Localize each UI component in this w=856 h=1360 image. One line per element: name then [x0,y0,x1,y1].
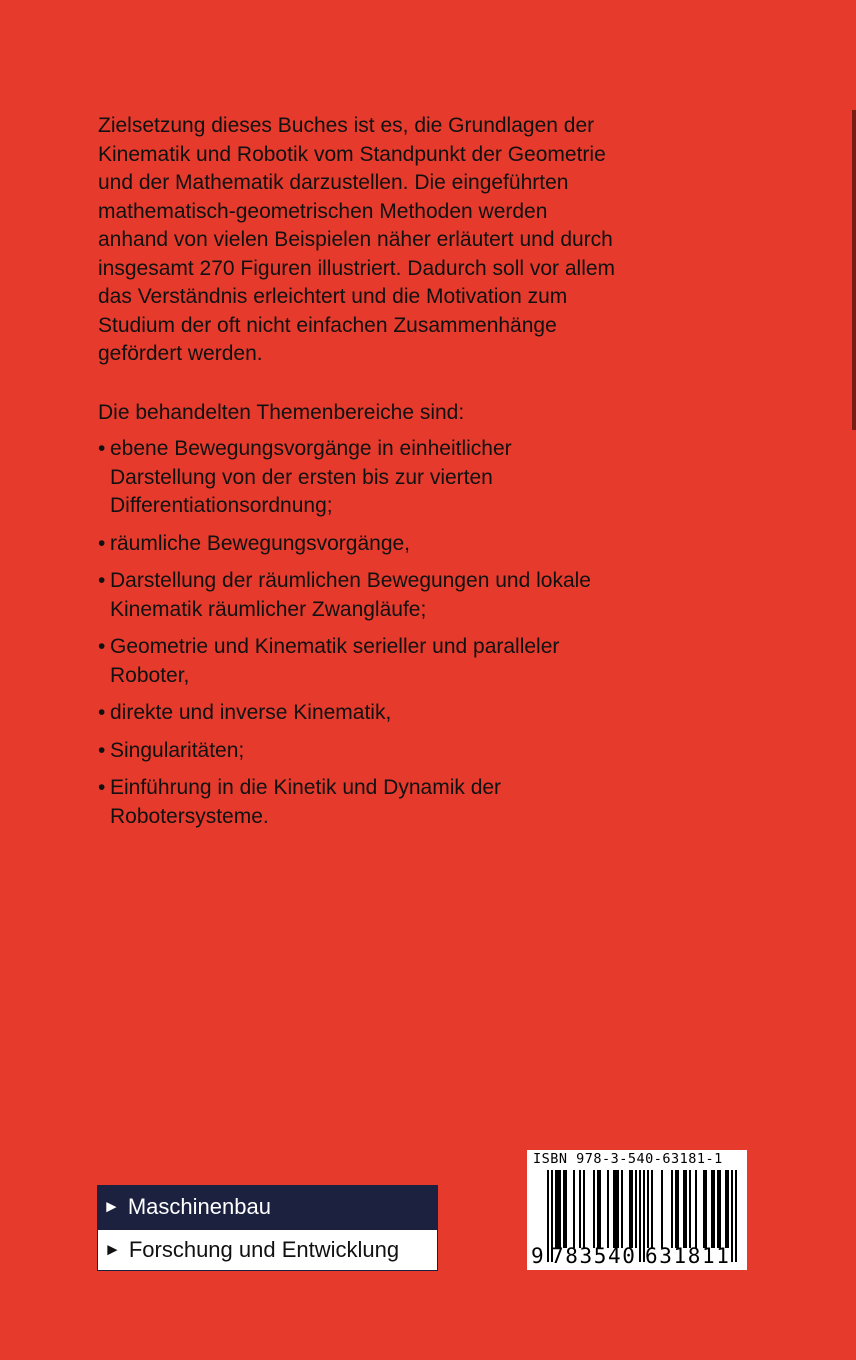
bullet-icon: • [98,569,106,592]
barcode-bar [647,1170,649,1248]
barcode-bar [703,1170,705,1248]
barcode-bar [557,1170,559,1248]
barcode-bar [661,1170,663,1248]
barcode-bar [735,1170,737,1262]
series-primary-label: Maschinenbau [127,1194,271,1219]
barcode-bar [565,1170,567,1248]
barcode-bar [579,1170,581,1248]
barcode-bar [599,1170,601,1248]
topic-item [98,530,618,559]
ean-first-digit: 9 [531,1244,544,1268]
barcode-bar [675,1170,677,1248]
topic-text: direkte und inverse Kinematik, [110,701,392,724]
barcode-bar [677,1170,679,1248]
barcode-bar [613,1170,615,1248]
barcode-bar [617,1170,619,1248]
topic-item [98,699,618,728]
series-secondary-label: Forschung und Entwicklung [128,1237,400,1262]
play-arrow-icon: ► [103,1197,120,1216]
barcode-bar [671,1170,673,1248]
barcode-bar [713,1170,715,1248]
bullet-icon: • [98,635,106,658]
barcode-bar [559,1170,561,1248]
barcode-bar [597,1170,599,1248]
barcode-bar [651,1170,653,1248]
barcode-bar [725,1170,727,1248]
barcode-bar [711,1170,713,1248]
topic-item [98,774,618,831]
topic-text: Geometrie und Kinematik serieller und paralleler Roboter, [110,635,560,687]
barcode-bar [631,1170,633,1248]
barcode-bar [593,1170,595,1248]
topics-heading: Die behandelten Themenbereiche sind: [98,400,465,424]
barcode-bar [727,1170,729,1248]
barcode-bar [635,1170,637,1248]
topic-text: ebene Bewegungsvorgänge in einheitlicher Darstellung von der ersten bis zur vierten Differentiationsordnung; [110,437,512,517]
bullet-icon: • [98,701,106,724]
topic-item [98,435,618,521]
barcode-bar [555,1170,557,1248]
barcode-bar [563,1170,565,1248]
series-secondary [97,1229,438,1271]
topic-text: Einführung in die Kinetik und Dynamik der Robotersysteme. [110,776,502,828]
description-paragraph: Zielsetzung dieses Buches ist es, die Grundlagen der Kinematik und Robotik vom Standpunkt der Geometrie und der Mathematik darzustellen. Die eingeführten mathematisch-geometrischen Methoden werden anhand von vielen Beispielen näher erläutert und durch insgesamt 270 Figuren illustriert. Dadurch soll vor allem das Verständnis erleichtert und die Motivation zum Studium der oft nicht einfachen Zusammenhänge gefördert werden. [98,114,616,365]
barcode-bar [683,1170,685,1248]
bullet-icon: • [98,531,106,555]
topics-list [98,435,618,831]
barcode-bar [547,1170,549,1262]
barcode-bar [607,1170,609,1248]
topic-item [98,737,618,766]
barcode-bar [583,1170,585,1248]
series-labels [97,1185,438,1271]
barcode-bar [717,1170,719,1248]
barcode-bar [621,1170,623,1248]
barcode-bar [719,1170,721,1248]
ean-left-group: 783540 [551,1244,637,1268]
ean-right-group: 631811 [645,1244,731,1268]
barcode-bar [689,1170,691,1248]
edge-shadow [852,110,856,430]
play-arrow-icon: ► [104,1240,121,1259]
bullet-icon: • [98,776,106,799]
back-cover-text [98,112,618,840]
barcode-bar [685,1170,687,1248]
topic-text: Darstellung der räumlichen Bewegungen und lokale Kinematik räumlicher Zwangläufe; [110,569,591,621]
topic-text: Singularitäten; [110,738,245,762]
bullet-icon: • [98,738,106,762]
barcode-bar [705,1170,707,1248]
topic-text: räumliche Bewegungsvorgänge, [110,531,411,555]
barcode-bar [615,1170,617,1248]
bullet-icon: • [98,437,106,460]
isbn-label: ISBN 978-3-540-63181-1 [533,1151,723,1167]
barcode-bar [695,1170,697,1248]
series-primary [97,1185,438,1229]
barcode-bar [639,1170,641,1262]
barcode-bar [573,1170,575,1248]
barcode-bar [629,1170,631,1248]
isbn-barcode [527,1150,747,1270]
topic-item [98,567,618,624]
topic-item [98,633,618,690]
barcode-bar [731,1170,733,1262]
